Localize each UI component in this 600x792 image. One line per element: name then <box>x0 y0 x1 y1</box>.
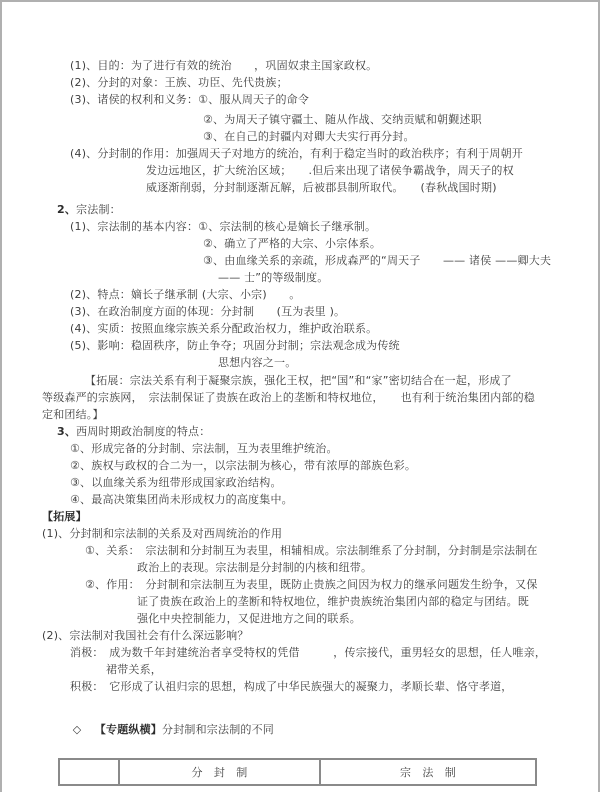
diamond-icon: ◇ <box>72 723 82 736</box>
doc-section-heading <box>57 423 552 440</box>
comparison-table <box>58 758 537 786</box>
doc-line: (2)、宗法制对我国社会有什么深远影响？ <box>42 629 249 642</box>
doc-note-line: 等级森严的宗族网， 宗法制保证了贵族在政治上的垄断和特权地位， 也有利于统治集团内部的稳 <box>42 391 535 404</box>
doc-note-line: 定和团结。】 <box>42 408 104 421</box>
doc-line: 消极： 成为数千年封建统治者享受特权的凭借 ，传宗接代，重男轻女的思想，任人唯亲， <box>70 646 547 659</box>
doc-line: 积极： 它形成了认祖归宗的思想，构成了中华民族强大的凝聚力，孝顺长辈、恪守孝道， <box>70 680 513 693</box>
doc-line: ①、形成完备的分封制、宗法制，互为表里维护统治。 <box>70 442 338 455</box>
doc-line: (1)、目的：为了进行有效的统治 ，巩固奴隶主国家政权。 <box>70 59 378 72</box>
doc-line: ③、以血缘关系为纽带形成国家政治结构。 <box>70 476 282 489</box>
doc-line: (3)、诸侯的权利和义务：①、服从周天子的命令 <box>70 93 310 106</box>
section-number: 3、 <box>57 425 77 438</box>
doc-line: (3)、在政治制度方面的体现：分封制 (互为表里 )。 <box>70 305 346 318</box>
doc-section-heading <box>57 201 552 218</box>
doc-line: 思想内容之一。 <box>218 356 297 369</box>
doc-line: 强化中央控制能力，又促进地方之间的联系。 <box>137 612 361 625</box>
table-header-cell-empty <box>59 759 119 785</box>
doc-line: ②、为周天子镇守疆土、随从作战、交纳贡赋和朝觐述职 <box>203 113 482 126</box>
doc-line: (2)、特点：嫡长子继承制 (大宗、小宗) 。 <box>70 288 301 301</box>
doc-line: (5)、影响：稳固秩序，防止争夺；巩固分封制；宗法观念成为传统 <box>70 339 400 352</box>
doc-line: (4)、实质：按照血缘宗族关系分配政治权力，维护政治联系。 <box>70 322 378 335</box>
doc-line: ①、关系： 宗法制和分封制互为表里，相辅相成。宗法制维系了分封制，分封制是宗法制在 <box>85 544 538 557</box>
page-edge-top <box>0 0 600 2</box>
doc-line: (4)、分封制的作用：加强周天子对地方的统治，有利于稳定当时的政治秩序；有利于周朝开 <box>70 147 523 160</box>
doc-line: 发边远地区，扩大统治区域； .但后来出现了诸侯争霸战争，周天子的权 <box>146 164 514 177</box>
section-title: 西周时期政治制度的特点： <box>76 425 211 438</box>
expansion-marker: 【拓展】 <box>42 510 87 523</box>
doc-line: 政治上的表现。宗法制是分封制的内核和纽带。 <box>137 561 373 574</box>
doc-line: (1)、宗法制的基本内容：①、宗法制的核心是嫡长子继承制。 <box>70 220 377 233</box>
doc-line: ②、族权与政权的合二为一，以宗法制为核心，带有浓厚的部族色彩。 <box>70 459 417 472</box>
doc-line: 证了贵族在政治上的垄断和特权地位，维护贵族统治集团内部的稳定与团结。既 <box>137 595 529 608</box>
section-title: 宗法制： <box>76 203 121 216</box>
table-header-row <box>59 759 536 785</box>
topic-title: 分封制和宗法制的不同 <box>162 723 274 736</box>
doc-line: 裙带关系， <box>106 663 162 676</box>
doc-line: —— 士”的等级制度。 <box>218 271 329 284</box>
doc-line: ②、确立了严格的大宗、小宗体系。 <box>203 237 382 250</box>
doc-line: (2)、分封的对象：王族、功臣、先代贵族； <box>70 76 288 89</box>
document-page <box>42 57 552 786</box>
doc-line: ②、作用： 分封制和宗法制互为表里，既防止贵族之间因为权力的继承问题发生纷争，又保 <box>85 578 538 591</box>
doc-expansion-heading <box>42 508 552 525</box>
topic-marker: 【专题纵横】 <box>94 723 162 736</box>
page-edge-left <box>0 0 2 792</box>
doc-line: ③、在自己的封疆内对卿大夫实行再分封。 <box>203 130 415 143</box>
doc-line: ③、由血缘关系的亲疏，形成森严的“周天子 —— 诸侯 ——卿大夫 <box>203 254 552 267</box>
topic-heading <box>58 704 552 755</box>
table-header-cell-zongfa: 宗 法 制 <box>320 759 536 785</box>
doc-line: 威逐渐削弱，分封制逐渐瓦解，后被郡县制所取代。 (春秋战国时期) <box>146 181 497 194</box>
section-number: 2、 <box>57 203 77 216</box>
doc-line: (1)、分封制和宗法制的关系及对西周统治的作用 <box>42 527 283 540</box>
table-header-cell-fengjian: 分 封 制 <box>119 759 320 785</box>
doc-line: ④、最高决策集团尚未形成权力的高度集中。 <box>70 493 293 506</box>
doc-note-line: 【拓展：宗法关系有利于凝聚宗族，强化王权，把“国”和“家”密切结合在一起，形成了 <box>85 374 512 387</box>
